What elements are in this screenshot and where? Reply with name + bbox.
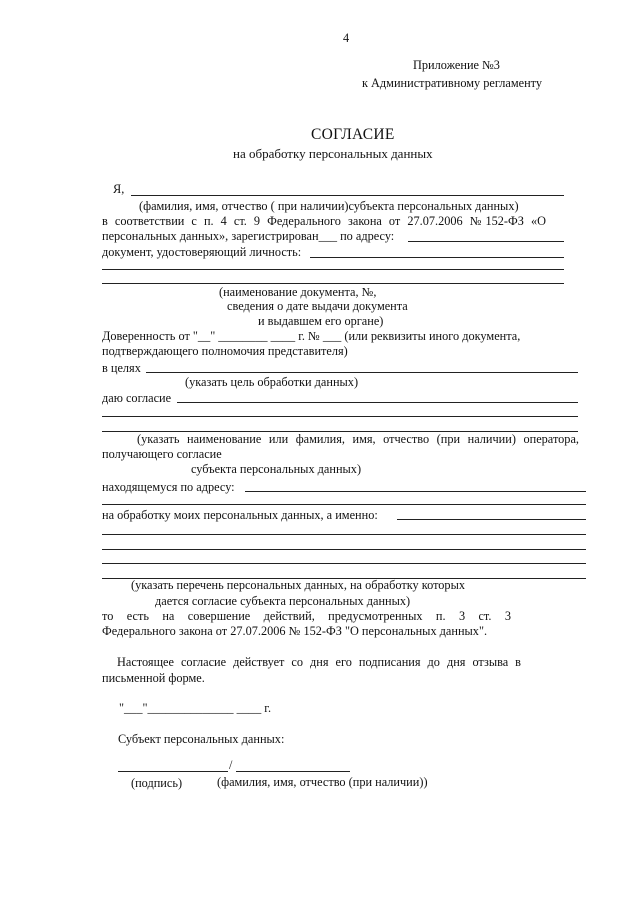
power-of-attorney-line-1: Доверенность от "__" ________ ____ г. № ___ (или реквизиты иного документа,	[102, 329, 521, 343]
law-line-1: в соответствии с п. 4 ст. 9 Федерального закона от 27.07.2006 №152-ФЗ «О	[102, 214, 546, 228]
signature-hint: (подпись)	[131, 776, 183, 790]
operator-address-line-2[interactable]	[102, 504, 586, 505]
fio-field[interactable]	[131, 195, 564, 196]
power-of-attorney-line-2: подтверждающего полномочия представителя)	[102, 344, 348, 358]
operator-hint-2: получающего согласие	[102, 447, 222, 461]
document-title: СОГЛАСИЕ	[311, 126, 395, 143]
date-field[interactable]: "___"______________ ____ г.	[119, 701, 272, 715]
processing-line-2[interactable]	[102, 534, 586, 535]
processing-line-4[interactable]	[102, 563, 586, 564]
address-field-1[interactable]	[408, 241, 564, 242]
consent-field[interactable]	[177, 402, 578, 403]
list-hint-2: дается согласие субъекта персональных данных)	[155, 594, 411, 608]
list-hint-1: (указать перечень персональных данных, на обработку которых	[131, 578, 465, 592]
doc-hint-3: и выдавшем его органе)	[258, 314, 384, 328]
consent-line-2[interactable]	[102, 416, 578, 417]
law-line-2: персональных данных», зарегистрирован___ по адресу:	[102, 229, 395, 243]
id-doc-label: документ, удостоверяющий личность:	[102, 245, 302, 259]
appendix-number: Приложение №3	[413, 58, 500, 72]
operator-hint-1: (указать наименование или фамилия, имя, отчество (при наличии) оператора,	[137, 432, 579, 446]
signer-name-hint: (фамилия, имя, отчество (при наличии))	[217, 775, 428, 789]
document-subtitle: на обработку персональных данных	[233, 146, 433, 161]
consent-label: даю согласие	[102, 391, 172, 405]
id-doc-line-2[interactable]	[102, 269, 564, 270]
fio-hint: (фамилия, имя, отчество ( при наличии)субъекта персональных данных)	[139, 199, 519, 213]
purpose-label: в целях	[102, 361, 141, 375]
operator-hint-3: субъекта персональных данных)	[191, 462, 362, 476]
operator-address-field[interactable]	[245, 491, 586, 492]
processing-field[interactable]	[397, 519, 586, 520]
signature-field[interactable]	[118, 771, 228, 772]
ya-label: Я,	[113, 182, 125, 196]
processing-label: на обработку моих персональных данных, а именно:	[102, 508, 378, 522]
subject-label: Субъект персональных данных:	[118, 732, 285, 746]
page-number: 4	[343, 31, 350, 45]
id-doc-field[interactable]	[310, 257, 564, 258]
doc-hint-1: (наименование документа, №,	[219, 285, 377, 299]
purpose-hint: (указать цель обработки данных)	[185, 375, 359, 389]
processing-line-3[interactable]	[102, 549, 586, 550]
validity-line-1: Настоящее согласие действует со дня его подписания до дня отзыва в	[117, 655, 521, 669]
signer-name-field[interactable]	[236, 771, 350, 772]
validity-line-2: письменной форме.	[102, 671, 205, 685]
appendix-reference: к Административному регламенту	[362, 76, 543, 90]
actions-line-1: то есть на совершение действий, предусмотренных п. 3 ст. 3	[102, 609, 511, 623]
purpose-field[interactable]	[146, 372, 578, 373]
operator-address-label: находящемуся по адресу:	[102, 480, 235, 494]
signature-separator: /	[229, 758, 233, 772]
doc-hint-2: сведения о дате выдачи документа	[227, 299, 408, 313]
actions-line-2: Федерального закона от 27.07.2006 № 152-ФЗ "О персональных данных".	[102, 624, 488, 638]
id-doc-line-3[interactable]	[102, 283, 564, 284]
